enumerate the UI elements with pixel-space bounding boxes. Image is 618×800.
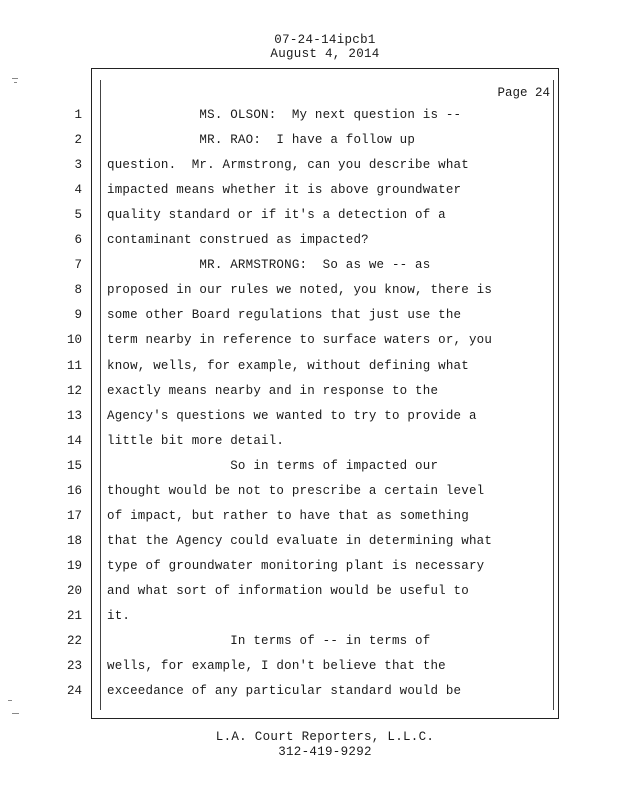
line-text: exceedance of any particular standard would be xyxy=(107,684,462,698)
line-number: 5 xyxy=(74,208,82,222)
line-number: 22 xyxy=(66,634,82,648)
line-number: 10 xyxy=(66,333,82,347)
scan-speck xyxy=(12,78,18,79)
document-date: August 4, 2014 xyxy=(270,47,380,61)
line-number: 14 xyxy=(66,434,82,448)
line-number: 1 xyxy=(74,108,82,122)
line-number: 2 xyxy=(74,133,82,147)
line-number: 3 xyxy=(74,158,82,172)
line-number: 19 xyxy=(66,559,82,573)
line-number: 20 xyxy=(66,584,82,598)
line-text: term nearby in reference to surface waters or, you xyxy=(107,333,493,347)
line-text: MR. ARMSTRONG: So as we -- as xyxy=(107,258,431,272)
line-text: and what sort of information would be useful to xyxy=(107,584,469,598)
line-number: 21 xyxy=(66,609,82,623)
line-number: 13 xyxy=(66,409,82,423)
right-margin-rule xyxy=(553,80,554,710)
line-number: 15 xyxy=(66,459,82,473)
scan-speck xyxy=(12,713,19,714)
line-text: little bit more detail. xyxy=(107,434,285,448)
left-margin-rule xyxy=(100,80,101,710)
line-number: 6 xyxy=(74,233,82,247)
line-text: question. Mr. Armstrong, can you describe what xyxy=(107,158,469,172)
line-number: 7 xyxy=(74,258,82,272)
line-text: wells, for example, I don't believe that the xyxy=(107,659,446,673)
line-number: 23 xyxy=(66,659,82,673)
page-header xyxy=(0,33,618,61)
line-text: quality standard or if it's a detection of a xyxy=(107,208,446,222)
line-text: it. xyxy=(107,609,131,623)
line-number: 12 xyxy=(66,384,82,398)
line-text: exactly means nearby and in response to the xyxy=(107,384,439,398)
line-text: of impact, but rather to have that as something xyxy=(107,509,469,523)
line-number: 17 xyxy=(66,509,82,523)
page-footer xyxy=(0,730,618,760)
line-text: So in terms of impacted our xyxy=(107,459,439,473)
line-text: know, wells, for example, without defining what xyxy=(107,359,469,373)
line-number: 8 xyxy=(74,283,82,297)
line-text: thought would be not to prescribe a certain level xyxy=(107,484,485,498)
scan-speck xyxy=(8,700,12,701)
line-text: contaminant construed as impacted? xyxy=(107,233,369,247)
line-number: 11 xyxy=(66,359,82,373)
line-number: 16 xyxy=(66,484,82,498)
scan-speck xyxy=(14,82,17,83)
line-text: proposed in our rules we noted, you know, there is xyxy=(107,283,493,297)
line-text: In terms of -- in terms of xyxy=(107,634,431,648)
line-number: 4 xyxy=(74,183,82,197)
line-text: Agency's questions we wanted to try to provide a xyxy=(107,409,477,423)
line-number: 24 xyxy=(66,684,82,698)
line-text: that the Agency could evaluate in determining what xyxy=(107,534,493,548)
line-number: 9 xyxy=(74,308,82,322)
line-text: MR. RAO: I have a follow up xyxy=(107,133,416,147)
line-text: some other Board regulations that just use the xyxy=(107,308,462,322)
line-text: type of groundwater monitoring plant is necessary xyxy=(107,559,485,573)
line-number: 18 xyxy=(66,534,82,548)
line-text: MS. OLSON: My next question is -- xyxy=(107,108,462,122)
reporter-company: L.A. Court Reporters, L.L.C. xyxy=(215,730,435,744)
page-number-label: Page 24 xyxy=(497,86,550,100)
document-id: 07-24-14ipcb1 xyxy=(274,33,376,47)
line-text: impacted means whether it is above groundwater xyxy=(107,183,462,197)
reporter-phone: 312-419-9292 xyxy=(278,745,372,759)
